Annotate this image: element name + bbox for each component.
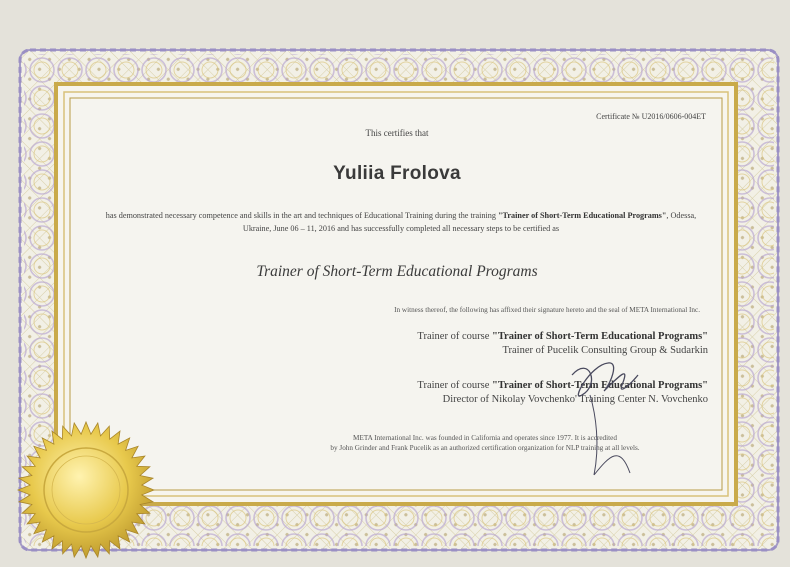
certificate-description [102, 209, 700, 235]
description-part1: has demonstrated necessary competence and skills in the art and techniques of Educational Training during the training [105, 211, 498, 220]
certificate-number: Certificate № U2016/0606-004ET [596, 112, 706, 121]
certified-title: Trainer of Short-Term Educational Programs [256, 263, 538, 280]
signatory-1-course: "Trainer of Short-Term Educational Programs" [491, 331, 708, 342]
recipient-name: Yuliia Frolova [333, 163, 461, 184]
signatory-2-course: "Trainer of Short-Term Educational Programs" [491, 380, 708, 391]
witness-text: In witness thereof, the following has affixed their signature hereto and the seal of META International Inc. [394, 306, 700, 314]
signatory-1 [417, 330, 708, 358]
description-training-name: "Trainer of Short-Term Educational Programs" [497, 211, 667, 220]
handwritten-signature [560, 355, 690, 495]
footer-line-1: META International Inc. was founded in California and operates since 1977. It is accredited [353, 434, 617, 442]
signatory-1-prefix: Trainer of course [417, 331, 492, 342]
description-part2: , Odessa, Ukraine, June 06 – 11, 2016 and has successfully completed all necessary steps to be certified as [242, 211, 697, 233]
certifies-text: This certifies that [365, 128, 429, 138]
gold-seal-icon [6, 420, 166, 560]
signatory-1-role: Trainer of Pucelik Consulting Group & Sudarkin [502, 345, 708, 356]
footer-line-2: by John Grinder and Frank Pucelik as an authorized certification organization for NLP training at all levels. [330, 444, 640, 452]
signatory-2-prefix: Trainer of course [417, 380, 492, 391]
signatory-2-role: Director of Nikolay Vovchenko' Training Center N. Vovchenko [442, 394, 708, 405]
